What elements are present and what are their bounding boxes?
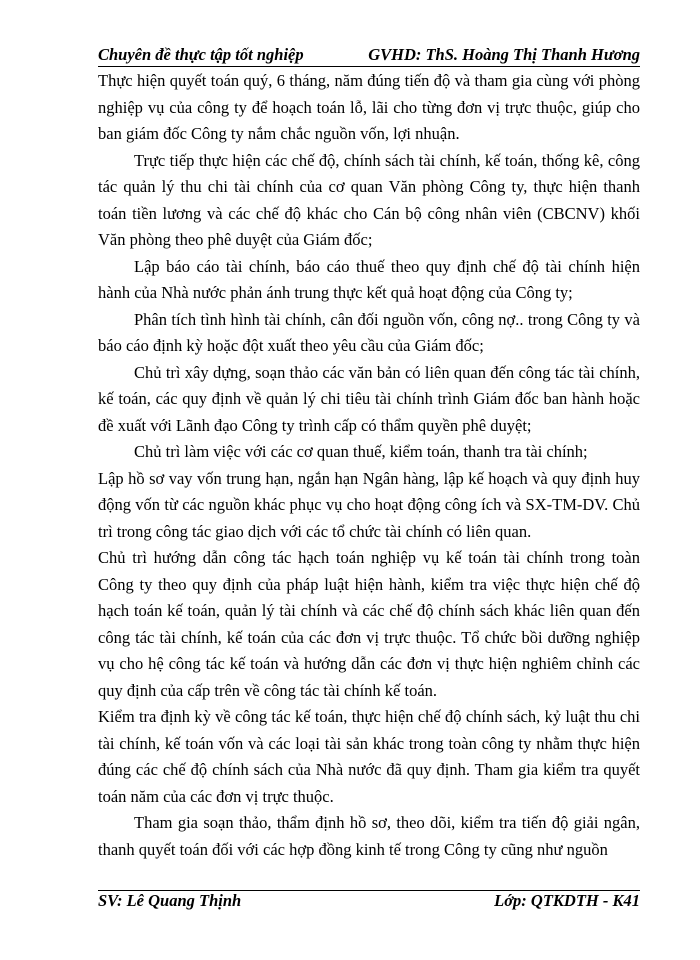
page-footer — [98, 891, 640, 915]
paragraph: Chủ trì xây dựng, soạn thảo các văn bản có liên quan đến công tác tài chính, kế toán, các quy định về quản lý chi tiêu tài chính trình Giám đốc ban hành hoặc đề xuất với Lãnh đạo Công ty trình cấp có thẩm quyền phê duyệt; — [98, 362, 640, 435]
paragraph: Lập báo cáo tài chính, báo cáo thuế theo quy định chế độ tài chính hiện hành của Nhà nước phản ánh trung thực kết quả hoạt động của Công ty; — [98, 256, 640, 302]
paragraph: Chủ trì làm việc với các cơ quan thuế, kiểm toán, thanh tra tài chính; — [134, 442, 588, 461]
paragraph: Lập hồ sơ vay vốn trung hạn, ngắn hạn Ngân hàng, lập kế hoạch và quy định huy động vốn từ các nguồn khác phục vụ cho hoạt động công ích và SX-TM-DV. Chủ trì trong công tác giao dịch với các tổ chức tài chính có liên quan. — [98, 468, 640, 541]
document-body — [98, 68, 640, 863]
header-report-title: Chuyên đề thực tập tốt nghiệp — [98, 45, 304, 64]
paragraph: Trực tiếp thực hiện các chế độ, chính sách tài chính, kế toán, thống kê, công tác quản lý thu chi tài chính của cơ quan Văn phòng Công ty, thực hiện thanh toán tiền lương và các chế độ khác cho Cán bộ công nhân viên (CBCNV) khối Văn phòng theo phê duyệt của Giám đốc; — [98, 150, 640, 249]
footer-student: SV: Lê Quang Thịnh — [98, 891, 242, 910]
paragraph: Kiểm tra định kỳ về công tác kế toán, thực hiện chế độ chính sách, kỷ luật thu chi tài chính, kế toán vốn và các loại tài sản khác trong toàn công ty nhằm thực hiện đúng các chế độ chính sách của Nhà nước đã quy định. Tham gia kiểm tra quyết toán năm của các đơn vị trực thuộc. — [98, 707, 640, 806]
paragraph: Thực hiện quyết toán quý, 6 tháng, năm đúng tiến độ và tham gia cùng với phòng nghiệp vụ của công ty để hoạch toán lỗ, lãi cho từng đơn vị trực thuộc, giúp cho ban giám đốc Công ty nắm chắc nguồn vốn, lợi nhuận. — [98, 71, 640, 143]
header-supervisor: GVHD: ThS. Hoàng Thị Thanh Hương — [368, 45, 640, 64]
header-divider — [98, 66, 640, 67]
paragraph: Chủ trì hướng dẫn công tác hạch toán nghiệp vụ kế toán tài chính trong toàn Công ty theo quy định của pháp luật hiện hành, kiểm tra việc thực hiện chế độ hạch toán kế toán, quản lý tài chính và các chế độ chính sách khác liên quan đến công tác tài chính, kế toán của các đơn vị trực thuộc. Tổ chức bồi dưỡng nghiệp vụ cho hệ công tác kế toán và hướng dẫn các đơn vị thực hiện nghiêm chỉnh các quy định của cấp trên về công tác tài chính kế toán. — [98, 548, 640, 700]
footer-class: Lớp: QTKDTH - K41 — [494, 891, 640, 910]
page-header — [98, 41, 640, 65]
paragraph: Phân tích tình hình tài chính, cân đối nguồn vốn, công nợ.. trong Công ty và báo cáo định kỳ hoặc đột xuất theo yêu cầu của Giám đốc; — [98, 309, 640, 355]
paragraph: Tham gia soạn thảo, thẩm định hồ sơ, theo dõi, kiểm tra tiến độ giải ngân, thanh quyết toán đối với các hợp đồng kinh tế trong Công ty cũng như nguồn — [98, 813, 640, 859]
